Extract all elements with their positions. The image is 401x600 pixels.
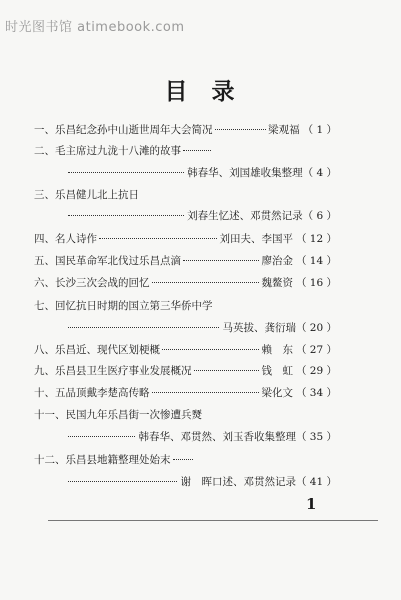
leader-dots (173, 459, 193, 460)
toc-entry-4[interactable]: 四、 名人诗作 刘田夫、李国平 （ 12 ） (34, 232, 337, 245)
toc-entry-10[interactable]: 十、 五品顶戴李楚高传略 梁化文 （ 34 ） (34, 386, 337, 399)
toc-entry-8[interactable]: 八、 乐昌近、现代区划梗概 赖 东 （ 27 ） (34, 343, 337, 356)
title-char-2: 录 (211, 79, 237, 105)
leader-dots (68, 172, 184, 173)
toc-entry-2[interactable]: 二、 毛主席过九泷十八滩的故事 (34, 141, 337, 159)
leader-dots (152, 282, 260, 283)
toc-entry-6[interactable]: 六、 长沙三次会战的回忆 魏鳌资 （ 16 ） (34, 276, 337, 289)
leader-dots (215, 129, 267, 130)
toc-entry-3-byline: 刘春生忆述、邓贯然记录 （ 6 ） (68, 206, 337, 224)
leader-dots (68, 436, 135, 437)
toc-entry-12-byline: 谢 晖口述、邓贯然记录 （ 41 ） (68, 472, 337, 490)
leader-dots (68, 215, 184, 216)
leader-dots (194, 370, 260, 371)
leader-dots (183, 260, 259, 261)
toc-entry-7-byline: 马英拔、龚衍瑞 （ 20 ） (68, 318, 337, 336)
toc-entry-11[interactable]: 十一、 民国九年乐昌街一次惨遭兵燹 (34, 408, 202, 421)
leader-dots (99, 238, 217, 239)
toc-entry-12[interactable]: 十二、 乐昌县地籍整理处始末 (34, 450, 337, 468)
leader-dots (162, 349, 259, 350)
page-number: 1 (306, 495, 317, 513)
leader-dots (183, 150, 211, 151)
bottom-rule (48, 520, 378, 521)
toc-entry-2-byline: 韩春华、刘国雄收集整理 （ 4 ） (68, 163, 337, 181)
watermark-text: 时光图书馆 atimebook.com (5, 20, 185, 35)
toc-entry-5[interactable]: 五、 国民革命军北伐过乐昌点滴 廖治金 （ 14 ） (34, 254, 337, 267)
toc-entry-7[interactable]: 七、 回忆抗日时期的国立第三华侨中学 (34, 299, 213, 312)
leader-dots (68, 481, 177, 482)
leader-dots (68, 327, 219, 328)
toc-entry-11-byline: 韩春华、邓贯然、刘玉香收集整理 （ 35 ） (68, 427, 337, 445)
toc-entry-9[interactable]: 九、 乐昌县卫生医疗事业发展概况 钱 虹 （ 29 ） (34, 364, 337, 377)
toc-entry-1[interactable]: 一、 乐昌纪念孙中山逝世周年大会简况 梁观福 （ 1 ） (34, 123, 337, 136)
title-char-1: 目 (164, 79, 190, 105)
leader-dots (152, 392, 260, 393)
toc-entry-3[interactable]: 三、 乐昌健儿北上抗日 (34, 188, 139, 201)
